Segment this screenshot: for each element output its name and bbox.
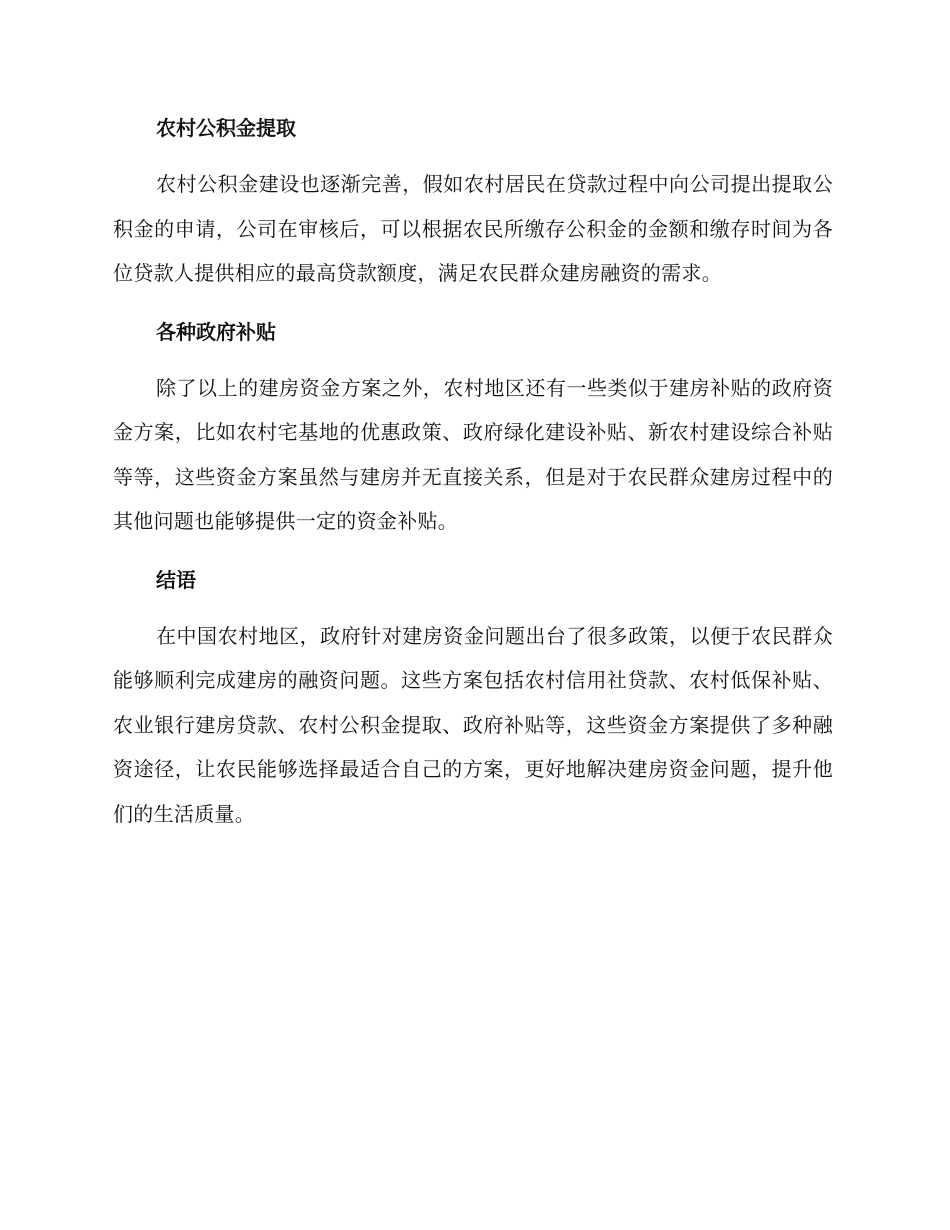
document-body	[113, 106, 833, 851]
section-paragraph: 除了以上的建房资金方案之外，农村地区还有一些类似于建房补贴的政府资金方案，比如农村宅基地的优惠政策、政府绿化建设补贴、新农村建设综合补贴等等，这些资金方案虽然与建房并无直接关系，但是对于农民群众建房过程中的其他问题也能够提供一定的资金补贴。	[113, 375, 833, 533]
section-housing-fund	[113, 106, 833, 296]
section-heading: 结语	[156, 567, 196, 592]
section-government-subsidies	[113, 310, 833, 544]
section-heading: 农村公积金提取	[156, 116, 296, 140]
section-heading: 各种政府补贴	[156, 319, 276, 344]
section-conclusion	[113, 558, 833, 837]
section-paragraph: 在中国农村地区，政府针对建房资金问题出台了很多政策，以便于农民群众能够顺利完成建房的融资问题。这些方案包括农村信用社贷款、农村低保补贴、农业银行建房贷款、农村公积金提取、政府补贴等，这些资金方案提供了多种融资途径，让农民能够选择最适合自己的方案，更好地解决建房资金问题，提升他们的生活质量。	[113, 623, 833, 826]
section-paragraph: 农村公积金建设也逐渐完善，假如农村居民在贷款过程中向公司提出提取公积金的申请，公司在审核后，可以根据农民所缴存公积金的金额和缴存时间为各位贷款人提供相应的最高贷款额度，满足农民群众建房融资的需求。	[113, 172, 833, 285]
